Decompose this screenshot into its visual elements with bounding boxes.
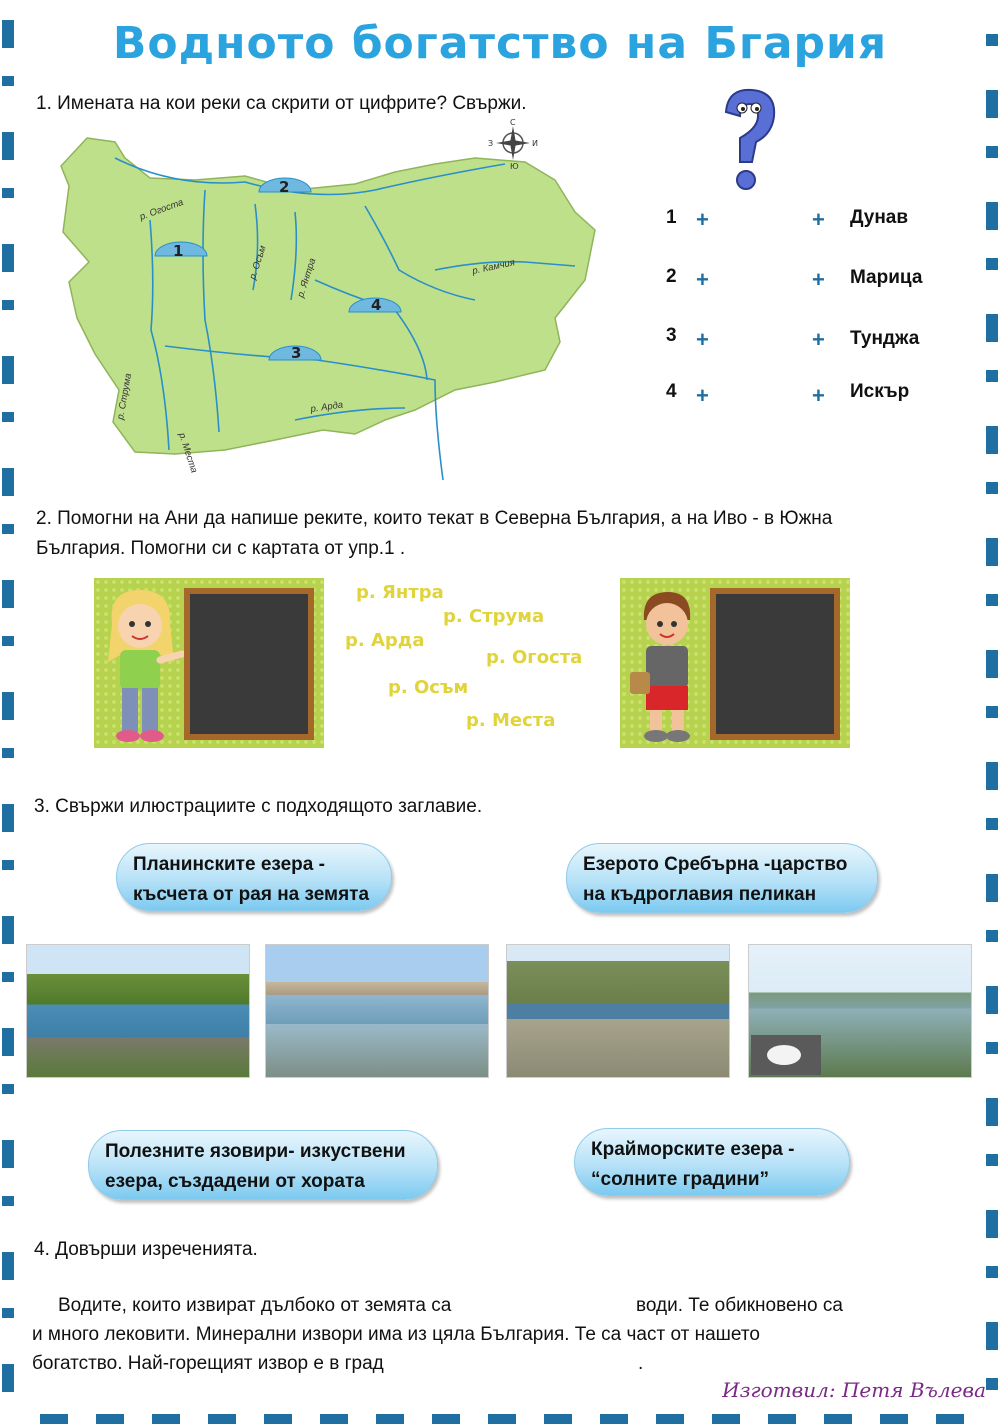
caption-line: Езерото Сребърна -царство	[583, 854, 848, 875]
match-left-point-1[interactable]: +	[696, 207, 709, 232]
frame-dash	[880, 1414, 908, 1424]
answer-field-town[interactable]	[434, 1352, 634, 1378]
answer-field-temperature[interactable]	[870, 1294, 970, 1320]
frame-dash	[768, 1414, 796, 1424]
frame-dash	[986, 650, 998, 678]
compass-west: З	[488, 139, 494, 148]
frame-dash	[986, 90, 998, 118]
frame-dash	[488, 1414, 516, 1424]
caption-coastal-lakes[interactable]	[574, 1128, 850, 1196]
frame-dash	[2, 132, 14, 160]
task2-question-line2: България. Помогни си с картата от упр.1 .	[36, 538, 406, 559]
task4-line1-start: Водите, които извират дълбоко от земята са	[58, 1295, 452, 1316]
girl-ani-icon	[98, 584, 184, 746]
frame-dash	[986, 538, 998, 566]
frame-dash	[376, 1414, 404, 1424]
frame-dash	[208, 1414, 236, 1424]
caption-line: езера, създадени от хората	[105, 1171, 365, 1192]
boy-ivo-icon	[624, 584, 710, 746]
frame-dash	[2, 244, 14, 272]
caption-line: на къдроглавия пеликан	[583, 884, 817, 905]
match-left-point-2[interactable]: +	[696, 267, 709, 292]
frame-dash	[2, 916, 14, 944]
frame-dash	[986, 930, 998, 942]
frame-dash	[40, 1414, 68, 1424]
frame-dash	[432, 1414, 460, 1424]
map-label-osam: р. Осъм	[247, 244, 269, 281]
frame-dash	[986, 986, 998, 1014]
frame-dash	[2, 748, 14, 758]
map-marker-4: 4	[371, 296, 382, 314]
match-number-3: 3	[666, 325, 677, 346]
frame-dash	[986, 594, 998, 606]
task3-question: 3. Свържи илюстрациите с подходящото заглавие.	[34, 796, 483, 817]
frame-dash	[986, 314, 998, 342]
map-label-struma: р. Струма	[115, 372, 135, 421]
question-mark-mascot-icon	[706, 82, 790, 194]
frame-dash	[264, 1414, 292, 1424]
frame-dash	[2, 1252, 14, 1280]
match-number-4: 4	[666, 381, 677, 402]
caption-reservoirs[interactable]	[88, 1130, 438, 1200]
frame-dash	[986, 202, 998, 230]
frame-dash	[152, 1414, 180, 1424]
frame-dash	[2, 300, 14, 310]
frame-dash	[2, 804, 14, 832]
ani-card	[94, 578, 324, 748]
match-left-point-3[interactable]: +	[696, 327, 709, 352]
caption-line: Планинските езера -	[133, 854, 325, 875]
author-signature: Изготвил: Петя Вълева	[722, 1378, 986, 1402]
frame-dash	[600, 1414, 628, 1424]
river-word-struma[interactable]: р. Струма	[443, 606, 545, 627]
frame-dash	[986, 706, 998, 718]
frame-dash	[544, 1414, 572, 1424]
photo-srebarna-pelican[interactable]	[748, 944, 972, 1078]
ivo-blackboard[interactable]	[710, 588, 840, 740]
task1-question: 1. Имената на кои реки са скрити от цифрите? Свържи.	[36, 93, 527, 114]
caption-mountain-lakes[interactable]	[116, 843, 392, 911]
frame-dash	[2, 1084, 14, 1094]
frame-dash	[2, 1308, 14, 1318]
river-word-yantra[interactable]: р. Янтра	[356, 582, 444, 603]
task2-question-line1: 2. Помогни на Ани да напише реките, които текат в Северна България, а на Иво - в Южна	[36, 508, 833, 529]
map-label-arda: р. Арда	[309, 399, 344, 415]
photo-salt-pans[interactable]	[265, 944, 489, 1078]
photo-dam-reservoir[interactable]	[26, 944, 250, 1078]
frame-dash	[986, 874, 998, 902]
caption-line: Полезните язовири- изкуствени	[105, 1141, 406, 1162]
frame-dash	[2, 412, 14, 422]
frame-dash	[986, 1378, 998, 1390]
map-marker-1: 1	[173, 242, 184, 260]
river-word-arda[interactable]: р. Арда	[345, 630, 425, 651]
compass-north: С	[510, 118, 516, 127]
frame-dash	[712, 1414, 740, 1424]
match-left-point-4[interactable]: +	[696, 383, 709, 408]
pelican-inset	[751, 1035, 821, 1075]
match-word-dunav: Дунав	[850, 207, 909, 228]
frame-dash	[986, 1322, 998, 1350]
frame-dash	[936, 1414, 964, 1424]
frame-dash	[986, 370, 998, 382]
match-right-point-3[interactable]: +	[812, 327, 825, 352]
frame-dash	[986, 818, 998, 830]
ivo-card	[620, 578, 850, 748]
river-word-osam[interactable]: р. Осъм	[388, 677, 469, 698]
frame-dash	[2, 76, 14, 86]
compass-icon	[488, 118, 538, 170]
compass-east: И	[532, 139, 538, 148]
frame-dash	[986, 762, 998, 790]
frame-dash	[2, 972, 14, 982]
match-word-tundzha: Тунджа	[850, 328, 920, 349]
frame-dash	[2, 1196, 14, 1206]
frame-dash	[2, 692, 14, 720]
ani-blackboard[interactable]	[184, 588, 314, 740]
page-title: Водното богатство на Бгария	[112, 18, 888, 69]
caption-line: Крайморските езера -	[591, 1139, 795, 1160]
frame-dash	[2, 524, 14, 534]
match-right-point-1[interactable]: +	[812, 207, 825, 232]
frame-dash	[2, 1140, 14, 1168]
frame-dash	[2, 468, 14, 496]
caption-line: късчета от рая на земята	[133, 884, 370, 905]
answer-field-water-type[interactable]	[500, 1294, 630, 1320]
compass-south: Ю	[510, 162, 519, 170]
bulgaria-map	[55, 120, 615, 490]
map-label-mesta: р. Места	[176, 431, 200, 475]
task4-question: 4. Довърши изреченията.	[34, 1239, 258, 1260]
match-right-point-2[interactable]: +	[812, 267, 825, 292]
map-marker-2: 2	[279, 178, 290, 196]
frame-dash	[986, 258, 998, 270]
match-number-1: 1	[666, 207, 677, 228]
frame-dash	[2, 188, 14, 198]
frame-dash	[2, 580, 14, 608]
frame-dash	[2, 1364, 14, 1392]
match-number-2: 2	[666, 266, 677, 287]
task4-line3-start: богатство. Най-горещият извор е в град	[32, 1353, 384, 1374]
frame-dash	[96, 1414, 124, 1424]
match-word-iskar: Искър	[850, 381, 910, 402]
map-label-yantra: р. Янтра	[295, 256, 319, 299]
frame-dash	[986, 482, 998, 494]
caption-srebarna[interactable]	[566, 843, 878, 913]
frame-dash	[824, 1414, 852, 1424]
map-label-kamchia: р. Камчия	[471, 257, 516, 277]
task4-line2: и много лековити. Минерални извори има из цяла България. Те са част от нашето	[32, 1324, 760, 1345]
task4-line3-end: .	[638, 1353, 644, 1374]
frame-dash	[986, 426, 998, 454]
frame-dash	[986, 1042, 998, 1054]
frame-dash	[2, 356, 14, 384]
frame-dash	[2, 1028, 14, 1056]
match-right-point-4[interactable]: +	[812, 383, 825, 408]
frame-dash	[986, 1266, 998, 1278]
frame-dash	[986, 1210, 998, 1238]
match-word-maritsa: Марица	[850, 267, 923, 288]
frame-dash	[986, 1154, 998, 1166]
river-word-mesta[interactable]: р. Места	[466, 710, 556, 731]
map-label-ogosta: р. Огоста	[138, 196, 185, 223]
frame-dash	[320, 1414, 348, 1424]
frame-dash	[986, 146, 998, 158]
frame-dash	[656, 1414, 684, 1424]
frame-dash	[986, 1098, 998, 1126]
frame-dash	[2, 860, 14, 870]
task4-line1-end: води. Те обикновено са	[636, 1295, 843, 1316]
river-word-ogosta[interactable]: р. Огоста	[486, 647, 583, 668]
map-marker-3: 3	[291, 344, 302, 362]
photo-mountain-lake[interactable]	[506, 944, 730, 1078]
caption-line: “солните градини”	[591, 1169, 770, 1190]
frame-dash	[2, 636, 14, 646]
